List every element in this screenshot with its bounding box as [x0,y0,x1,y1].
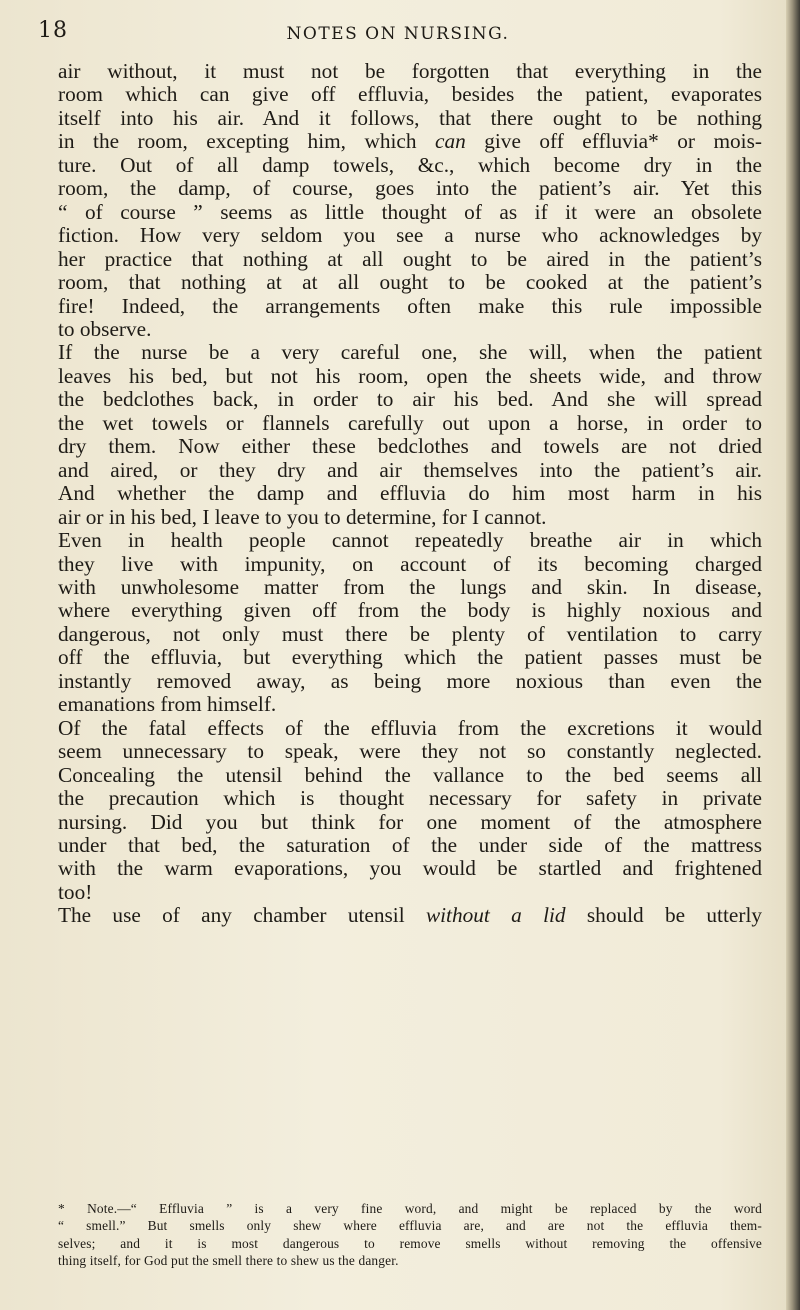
body-text [58,60,762,928]
text-line: her practice that nothing at all ought to be aired in the patient’s [58,246,762,271]
text-line: fiction. How very seldom you see a nurse who acknowledges by [58,223,762,248]
text-line: instantly removed away, as being more noxious than even the [58,668,762,693]
italic-can: can [435,129,466,154]
footnote-line: * Note.—“ Effluvia ” is a very fine word, and might be replaced by the word [58,1201,762,1216]
text-line: room, that nothing at at all ought to be cooked at the patient’s [58,270,762,295]
text-line: in the room, excepting him, which can give off effluvia* or mois- [58,129,762,154]
text-line: Even in health people cannot repeatedly breathe air in which [58,528,762,553]
text-line: fire! Indeed, the arrangements often make this rule impossible [58,293,762,318]
text-line: with unwholesome matter from the lungs and skin. In disease, [58,574,762,599]
page-number: 18 [38,18,68,43]
text-line: nursing. Did you but think for one moment of the atmosphere [58,809,762,834]
text-line: air without, it must not be forgotten that everything in the [58,59,762,83]
paragraph-3 [58,529,762,717]
text-line: and aired, or they dry and air themselves into the patient’s air. [58,457,762,482]
italic-phrase: without a lid [425,903,566,928]
text-line: Concealing the utensil behind the vallance to the bed seems all [58,762,762,787]
text-line: “ of course ” seems as little thought of as if it were an obsolete [58,199,762,224]
text-line: where everything given off from the body is highly noxious and [58,598,762,623]
footnote-line: selves; and it is most dangerous to remove smells without removing the offensive [58,1235,762,1251]
text-line: Of the fatal effects of the effluvia from the excretions it would [58,715,762,740]
footnote-line: thing itself, for God put the smell there to shew us the danger. [58,1253,399,1269]
text-line: itself into his air. And it follows, that there ought to be nothing [58,105,762,130]
text-line: the wet towels or flannels carefully out upon a horse, in order to [58,410,762,435]
text-line: The use of any chamber utensil without a lid should be utterly [58,903,763,928]
text-line: If the nurse be a very careful one, she will, when the patient [58,340,762,365]
page-edge-shadow [786,0,800,1310]
paragraph-1 [58,60,762,341]
text-line: under that bed, the saturation of the under side of the mattress [58,832,762,857]
paragraph-4 [58,717,762,905]
text-line: they live with impunity, on account of its becoming charged [58,551,762,576]
text-line: seem unnecessary to speak, were they not so constantly neglected. [58,739,762,764]
text-line: with the warm evaporations, you would be startled and frightened [58,856,762,881]
text-line: dangerous, not only must there be plenty of ventilation to carry [58,621,762,646]
text-line: room, the damp, of course, goes into the patient’s air. Yet this [58,176,762,201]
paragraph-2 [58,341,762,529]
text-line: to observe. [58,316,152,341]
text-line: air or in his bed, I leave to you to determine, for I cannot. [58,504,547,529]
text-line: the precaution which is thought necessary for safety in private [58,786,762,811]
text-line: dry them. Now either these bedclothes and towels are not dried [58,434,762,459]
text-line: leaves his bed, but not his room, open the sheets wide, and throw [58,363,762,388]
running-head: NOTES ON NURSING. [286,24,510,44]
text-line: emanations from himself. [58,692,277,717]
text-line: too! [58,879,93,904]
footnote-line: “ smell.” But smells only shew where effluvia are, and are not the effluvia them- [58,1218,762,1234]
text-line: the bedclothes back, in order to air his bed. And she will spread [58,387,762,412]
text-line: room which can give off effluvia, besides the patient, evaporates [58,82,762,107]
text-line: ture. Out of all damp towels, &c., which become dry in the [58,152,762,177]
text-line: off the effluvia, but everything which the patient passes must be [58,645,762,670]
page-header [38,14,758,54]
text-line: And whether the damp and effluvia do him most harm in his [58,481,762,506]
paragraph-5 [58,904,762,927]
footnote [58,1200,762,1270]
